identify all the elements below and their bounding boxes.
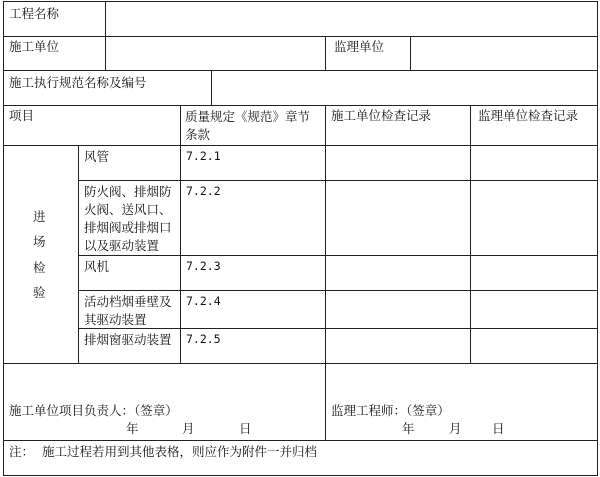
divider-units-right bbox=[410, 36, 411, 71]
border-top bbox=[3, 1, 598, 2]
date-day: 日 bbox=[239, 421, 252, 436]
group-label-char: 场 bbox=[33, 234, 46, 249]
row-clause: 7.2.5 bbox=[186, 332, 221, 346]
group-label-char: 检 bbox=[33, 260, 46, 275]
date-month: 月 bbox=[449, 421, 462, 436]
row-item: 火阀、送风口、 bbox=[84, 202, 172, 217]
col-header-clause-line2: 条款 bbox=[185, 127, 211, 142]
divider-clause-col bbox=[180, 105, 181, 364]
row-item: 其驱动装置 bbox=[84, 312, 147, 327]
row-item: 防火阀、排烟防 bbox=[84, 184, 172, 199]
date-year: 年 bbox=[402, 421, 415, 436]
construction-lead-signature: 施工单位项目负责人：（签章） bbox=[9, 403, 178, 418]
row-item: 风机 bbox=[84, 259, 110, 274]
group-label-char: 验 bbox=[33, 285, 46, 300]
col-header-item: 项目 bbox=[9, 108, 35, 123]
border-right bbox=[597, 1, 598, 476]
group-label-char: 进 bbox=[33, 209, 46, 224]
col-header-clause-line1: 质量规定《规范》章节 bbox=[185, 109, 311, 124]
row-item: 以及驱动装置 bbox=[84, 238, 160, 253]
date-year: 年 bbox=[126, 421, 139, 436]
row-clause: 7.2.2 bbox=[186, 184, 221, 198]
divider-project-label bbox=[105, 1, 106, 71]
divider-standard bbox=[211, 70, 212, 106]
construction-unit-label: 施工单位 bbox=[9, 39, 60, 54]
border-bottom bbox=[3, 475, 598, 476]
divider-construction-col bbox=[325, 105, 326, 440]
row-clause: 7.2.3 bbox=[186, 259, 221, 273]
row-item: 排烟阀或排烟口 bbox=[84, 220, 172, 235]
row-clause: 7.2.1 bbox=[186, 149, 221, 163]
rule-after-project bbox=[3, 36, 598, 37]
rule-after-units bbox=[3, 70, 598, 71]
row-item: 活动档烟垂壁及 bbox=[84, 294, 172, 309]
rule-after-table bbox=[3, 363, 598, 364]
col-header-construction-record: 施工单位检查记录 bbox=[331, 108, 432, 123]
row-item: 排烟窗驱动装置 bbox=[84, 332, 172, 347]
row-item: 风管 bbox=[84, 149, 110, 164]
date-month: 月 bbox=[182, 421, 195, 436]
project-name-label: 工程名称 bbox=[9, 6, 60, 21]
supervision-unit-label: 监理单位 bbox=[334, 39, 385, 54]
supervision-engineer-signature: 监理工程师：（签章） bbox=[331, 403, 450, 418]
standard-label: 施工执行规范名称及编号 bbox=[9, 75, 147, 90]
divider-units-mid bbox=[325, 36, 326, 71]
divider-group-col bbox=[78, 145, 79, 364]
border-left bbox=[3, 1, 4, 476]
date-day: 日 bbox=[492, 421, 505, 436]
divider-supervision-col bbox=[470, 105, 471, 364]
row-clause: 7.2.4 bbox=[186, 294, 221, 308]
archive-note: 注： 施工过程若用到其他表格，则应作为附件一并归档 bbox=[9, 444, 317, 459]
col-header-supervision-record: 监理单位检查记录 bbox=[478, 108, 579, 123]
